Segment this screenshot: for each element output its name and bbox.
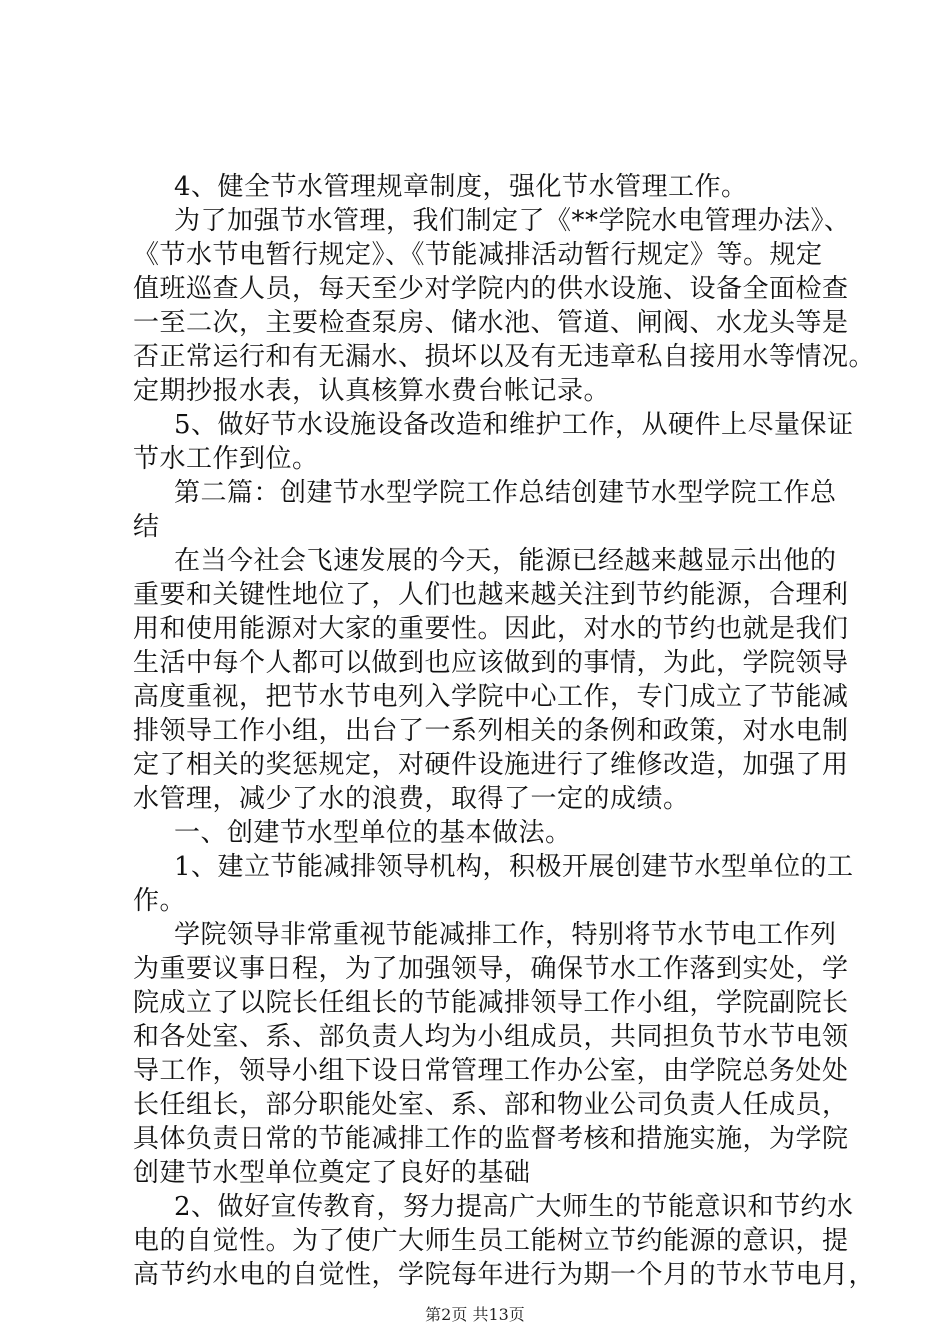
paragraph-line: 学院领导非常重视节能减排工作，特别将节水节电工作列 [174, 920, 837, 950]
paragraph-line: 院成立了以院长任组长的节能减排领导工作小组，学院副院长 [133, 988, 849, 1018]
heading-item-4: 4、健全节水管理规章制度，强化节水管理工作。 [174, 172, 748, 202]
paragraph-line: 水管理，减少了水的浪费，取得了一定的成绩。 [133, 784, 690, 814]
paragraph-line: 重要和关键性地位了，人们也越来越关注到节约能源，合理利 [133, 580, 849, 610]
paragraph-line: 定了相关的奖惩规定，对硬件设施进行了维修改造，加强了用 [133, 750, 849, 780]
paragraph-line: 高节约水电的自觉性，学院每年进行为期一个月的节水节电月， [133, 1260, 876, 1290]
paragraph-line: 生活中每个人都可以做到也应该做到的事情，为此，学院领导 [133, 648, 849, 678]
heading-item-5: 5、做好节水设施设备改造和维护工作，从硬件上尽量保证 [174, 410, 854, 440]
paragraph-line: 在当今社会飞速发展的今天，能源已经越来越显示出他的 [174, 546, 837, 576]
paragraph-line: 节水工作到位。 [133, 444, 319, 474]
paragraph-line: 定期抄报水表，认真核算水费台帐记录。 [133, 376, 611, 406]
paragraph-line: 具体负责日常的节能减排工作的监督考核和措施实施，为学院 [133, 1124, 849, 1154]
section-title: 结 [133, 512, 160, 542]
paragraph-line: 和各处室、系、部负责人均为小组成员，共同担负节水节电领 [133, 1022, 849, 1052]
heading-item-2: 2、做好宣传教育，努力提高广大师生的节能意识和节约水 [174, 1192, 854, 1222]
page-number-footer: 第2页 共13页 [425, 1305, 525, 1324]
subheading: 一、创建节水型单位的基本做法。 [174, 818, 572, 848]
paragraph-line: 值班巡查人员，每天至少对学院内的供水设施、设备全面检查 [133, 274, 849, 304]
paragraph-line: 长任组长，部分职能处室、系、部和物业公司负责人任成员， [133, 1090, 849, 1120]
paragraph-line: 作。 [133, 886, 187, 916]
heading-item-1: 1、建立节能减排领导机构，积极开展创建节水型单位的工 [174, 852, 854, 882]
paragraph-line: 为了加强节水管理，我们制定了《**学院水电管理办法》、 [174, 206, 851, 236]
section-title: 第二篇：创建节水型学院工作总结创建节水型学院工作总 [174, 478, 837, 508]
paragraph-line: 为重要议事日程，为了加强领导，确保节水工作落到实处，学 [133, 954, 849, 984]
paragraph-line: 高度重视，把节水节电列入学院中心工作，专门成立了节能减 [133, 682, 849, 712]
paragraph-line: 《节水节电暂行规定》、《节能减排活动暂行规定》等。规定 [133, 240, 823, 270]
paragraph-line: 用和使用能源对大家的重要性。因此，对水的节约也就是我们 [133, 614, 849, 644]
paragraph-line: 排领导工作小组，出台了一系列相关的条例和政策，对水电制 [133, 716, 849, 746]
paragraph-line: 创建节水型单位奠定了良好的基础 [133, 1158, 531, 1188]
paragraph-line: 否正常运行和有无漏水、损坏以及有无违章私自接用水等情况。 [133, 342, 876, 372]
paragraph-line: 导工作，领导小组下设日常管理工作办公室，由学院总务处处 [133, 1056, 849, 1086]
paragraph-line: 电的自觉性。为了使广大师生员工能树立节约能源的意识，提 [133, 1226, 849, 1256]
paragraph-line: 一至二次，主要检查泵房、储水池、管道、闸阀、水龙头等是 [133, 308, 849, 338]
